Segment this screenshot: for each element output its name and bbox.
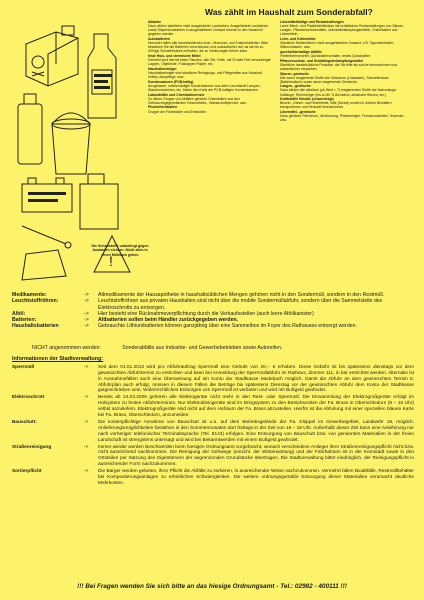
arrow-icon: -> <box>84 469 89 475</box>
special-item-term: Altöl: <box>12 310 26 317</box>
special-item-term: Batterien: <box>12 317 37 324</box>
category-entry <box>280 20 410 36</box>
arrow-icon: -> <box>84 317 89 324</box>
category-entry <box>280 50 410 58</box>
info-section <box>12 365 414 394</box>
arrow-icon: -> <box>84 292 89 298</box>
special-item-text: Altmedikamente der Hausapotheke in haushaltsüblichen Mengen gehören nicht in den Sondermüll, sondern in den Restmüll. <box>98 292 385 298</box>
category-heading: Kraftstoffe/ Heizöle (verunreinigt) <box>280 97 334 102</box>
category-text: Dazu zählen sämtliche nicht ausgehärtete Lackfarben. Ausgehärtete Lackfarben sowie Dispersionsfarben in ausgehärtetem Zustand können in den Hausmüll gegeben werden. <box>148 24 269 37</box>
category-text: Ausgebaute, unbeschädigte Kondensatoren aus alten Leuchtstoff-Lampen, Waschmaschinen, etc. bilden den Kreis der PCB-haltigen Kondensatoren. <box>148 83 261 92</box>
page-title: Was zählt im Haushalt zum Sonderabfall? <box>205 7 373 17</box>
special-item-row <box>12 298 412 311</box>
special-items-list <box>12 292 412 330</box>
info-section <box>12 445 414 468</box>
contact-footer: !!! Bei Fragen wenden Sie sich bitte an das hiesige Ordnungsamt - Tel.: 02982 - 400111 !!! <box>77 583 347 590</box>
svg-text:!: ! <box>109 253 113 269</box>
category-heading: feste Holz- und chemische Mittel <box>148 53 201 58</box>
category-heading: Autobatterien <box>148 36 171 41</box>
category-text: Sämtliche Klebemittel in nicht ausgehärtetem Zustand, z.B. Tapezierkleister, Silikonmassen, usw. <box>280 41 394 50</box>
info-section-text: Die kostenpflichtige Annahme von Bauschutt ist u.a. auf dem Betriebsgelände der Fa. Klüppel im Gewerbegebiet, Landwehr 18, möglich. Anlieferungsmöglichkeiten bestehen in den Sommermonaten dort freitags in der Zeit von 16 – 18 Uhr. Außerhalb dieser Zeit kann eine Anlieferung nur nach vorheriger telefonischer Terminabsprache (Tel. 8143) erfolgen. Eine Entsorgung von Bauschutt bzw. von genannten Materialien in der freien Landschaft ist strengstens untersagt und wird bei Bekanntwerden mit einem Bußgeld geahndet. <box>98 419 414 443</box>
arrow-icon: -> <box>84 419 89 425</box>
arrow-icon: -> <box>84 298 89 305</box>
special-item-row <box>12 323 412 329</box>
waste-category-column-1 <box>148 20 274 114</box>
category-heading: quecksilberhaltige Abfälle <box>280 49 322 54</box>
category-entry <box>280 97 410 109</box>
category-text: Sämtliche handelsübliche Produkte, die Sie bitte als solche kennzeichnen und auslaufsicher verpacken. <box>280 62 398 71</box>
category-entry <box>280 72 410 84</box>
info-section-term: Sortierpflicht <box>12 469 42 475</box>
category-entry <box>280 59 410 71</box>
info-section-text: Seit dem 01.01.2013 wird pro Abfuhrauftrag Sperrmüll eine Gebühr von 20,-- € erhoben. Diese Gebühr ist bis spätestens dienstags vor dem gewünschten Abfuhrtermin zu entrichten und kann bei Anmeldung der Sperrmüllabfuhr im Rathaus, Zimmer 111, in bar entrichtet werden. Alternativ ist in Ausnahmefällen auch eine Überweisung auf ein Konto der Stadtkasse Medebach möglich. Damit die Abfuhr an dem gewünschten Termin tt. Abfuhrplan auch erfolgt, müssen in diesem Fällen die Beträge bis spätestens Dienstag vor der gewünschten Abfuhr dem Konto der Stadtkasse gutgeschrieben sein. Widerrechtliches Entsorgen von Sperrmüll ist verboten und wird mit Bußgeld geahndet. <box>98 365 414 394</box>
special-item-text: Altbatterien sollen beim Händler zurückgegeben werden. <box>98 317 239 324</box>
info-section <box>12 395 414 418</box>
category-entry <box>148 80 274 92</box>
info-section-term: Elektroschrott <box>12 395 45 401</box>
category-heading: Lösemittelhaltige und Restanhaftungen <box>280 20 344 24</box>
category-text: Haushaltsreiniger sind sämtliche Reinigungs- und Pflegemittel aus Haushalt, Hobby, Autopflege, usw. <box>148 70 263 79</box>
category-entry <box>148 54 274 66</box>
special-item-text: Gebrauchte Lithiumbatterien können ganzjährig über eine Sammelbox im Foyer des Rathauses entsorgt werden. <box>98 323 357 330</box>
info-section <box>12 469 414 487</box>
category-text: Gemeint sind hiermit keine Ölsorten, alle Öle, Fette, mit Öl oder Fett verunreinigte Lappen, Ölgebinde, Putzlappen Papier, etc. <box>148 58 271 67</box>
info-section-text: Immer wieder werden Beschwerden beim hiesigen Ordnungsamt vorgebracht, wonach verschiedene Anlieger ihrer Straßenreinigungspflicht nicht bzw. nicht ausreichend nachkommen. Die Reinigung der Gehwege (einschl. der Winterwartung) und der Fahrbahnen ist in der Kernstadt sowie in den Ortsteilen per Satzung den Eigentümern der angrenzenden Grundstücke übertragen. Die Stadtverwaltung bittet eindringlich, der Reinigungspflicht in ausreichender Form nachzukommen. <box>98 444 414 468</box>
category-text: Gruppe der Fixierbäder und Entwickler. <box>148 109 207 114</box>
special-item-term: Medikamente: <box>12 292 47 298</box>
category-entry <box>148 105 274 113</box>
category-heading: Lösemittel, -gemische <box>280 110 316 115</box>
category-heading: Leim- und Klebemittel <box>280 36 316 41</box>
category-heading: Haushaltsreiniger <box>148 66 177 71</box>
arrow-icon: -> <box>84 310 89 317</box>
category-heading: Laugen, -gemische <box>280 84 311 89</box>
arrow-icon: -> <box>84 365 89 370</box>
not-accepted-label: NICHT angenommen werden: <box>32 345 101 351</box>
category-entry <box>280 37 410 49</box>
category-heading: Pflanzenschutz- und Schädlingsbekämpfungsmittel <box>280 58 364 63</box>
info-section-text: Die Bürger werden gebeten, ihrer Pflicht die Abfälle zu sortieren, in ausreichender Weise nachzukommen. Vermehrt fallen Bioabfälle, Restmüllbehälter bei Kompostierungsanlagen zu erheblichen Schwierigkeiten. Die weitere ordnungsgemäße Entsorgung dieser Materialien verursacht deutliche Mehrkosten. <box>98 469 414 486</box>
illustration-caption: Die Schadstoffe unbedingt gegen Auslaufen sichern. Nicht alles in einen Müllsack geben <box>91 244 149 257</box>
info-section-term: Bauschutt: <box>12 419 37 425</box>
special-item-term: Haushaltsbatterien <box>12 323 59 330</box>
category-text: Dazu gehören Petroleum, Verdünnung, Pinselreiniger, Frostschutzmittel, Terpentin, usw. <box>280 114 405 123</box>
category-text: Alle sauer reagierende Stoffe wie Salzsäure (Lötwasser), Schwefelsäure (Batteriesäure) sowie sauer reagierende Gemische. <box>280 75 389 84</box>
category-text: Leere Blech- und Plastikbehältnisse mit schädlichen Restanhaftungen von Säuren, Laugen, Pflanzenschutzmitteln, Unkrautbekämpfungsmitteln, Chemikalien und Lösemitteln. <box>280 24 405 37</box>
category-entry <box>280 84 410 96</box>
category-entry <box>280 110 410 122</box>
category-text: Fieberthermometer, Quecksilberschalter, reines Quecksilber. <box>280 53 371 58</box>
category-entry <box>148 67 274 79</box>
info-section-text: Bereits ab 24.03.2006 gehören alle Elektrogeräte nicht mehr in den Rest- oder Sperrmüll. Die Einsammlung der Elektrogroßgeräte erfolgt im Holsystem zu festen Abfuhrterminen. Nur Elektrokleingeräte sind im Bringsystem zu den Betriebszeiten der Fa. Brass in Oberschledorn (8 – 16 Uhr) selbst anzuliefern. Elektrogroßgeräte sind nicht auf dem Hofraum der Fa. Brass abzustellen. Hierfür ist die Abholung mit einer speziellen blauen Karte bei Fa. Brass, Oberschledorn, anzumelden. <box>98 395 414 418</box>
info-section-term: Straßenreinigung <box>12 444 52 450</box>
special-item-term: Leuchtstoffröhren: <box>12 298 59 305</box>
category-heading: Photochemikalien <box>148 105 178 110</box>
city-info-sections <box>12 365 414 488</box>
info-section <box>12 420 414 443</box>
arrow-icon: -> <box>84 444 89 450</box>
waste-category-column-2 <box>280 20 410 123</box>
arrow-icon: -> <box>84 395 89 401</box>
category-text: Zu dieser Gruppe von Abfällen gehören Chemikalien aus den Gebrauchsgegenständen Gesundheits-, Wasserstoffperoxid, usw. <box>148 96 247 105</box>
special-item-text: Hier besteht eine Rücknahmeverpflichtung durch die Verkaufsstellen (auch leere Altölkanister) <box>98 310 314 317</box>
info-heading: Informationen der Stadtverwaltung: <box>12 356 104 362</box>
info-section-term: Sperrmüll <box>12 365 35 370</box>
not-accepted-note <box>32 345 412 351</box>
category-heading: Kondensatoren (PCB-haltig) <box>148 79 194 84</box>
category-text: Dazu zählen alle alkalisch (ph-Wert > 7) reagierenden Stoffe wie Natronlauge, Kalilauge, Rohrreiniger (bis zu 80 % Ätznatron, alkalische Beizen, etc.) <box>280 88 398 97</box>
special-item-text: Leuchtstoffröhren aus privaten Haushalten sind nicht über die mobile Sondermüllabfuhr, sondern über die Sammelstelle des Elektroschrotts zu entsorgen. <box>98 298 383 311</box>
category-heading: Säuren, gemische <box>280 71 310 76</box>
arrow-icon: -> <box>84 323 89 330</box>
category-entry <box>148 93 274 105</box>
category-text: Hierunter fallen alle handelsüblichen Auto-, Motorrad- und Traktorbatterien. Bitte bewahren Sie die Batterien verschlossen und auslaufsicher auf, da sie bis zu 40%ige Schwefelsäure enthalten, die zu Verätzungen führen kann. <box>148 41 269 54</box>
category-entry <box>148 37 274 53</box>
category-text: Benzin-, Diesel- und Heizölreste, bitte (Diesel) sortiert in dichten Behältern transportieren und Herkunft kennzeichnen. <box>280 101 392 110</box>
category-entry <box>148 20 274 36</box>
category-heading: Laborabfälle und Chemikalienreste <box>148 92 205 97</box>
not-accepted-text: Sonderabfälle aus Industrie- und Gewerbebetrieben sowie Autoreifen. <box>122 345 283 351</box>
category-heading: Altlacke <box>148 20 162 24</box>
